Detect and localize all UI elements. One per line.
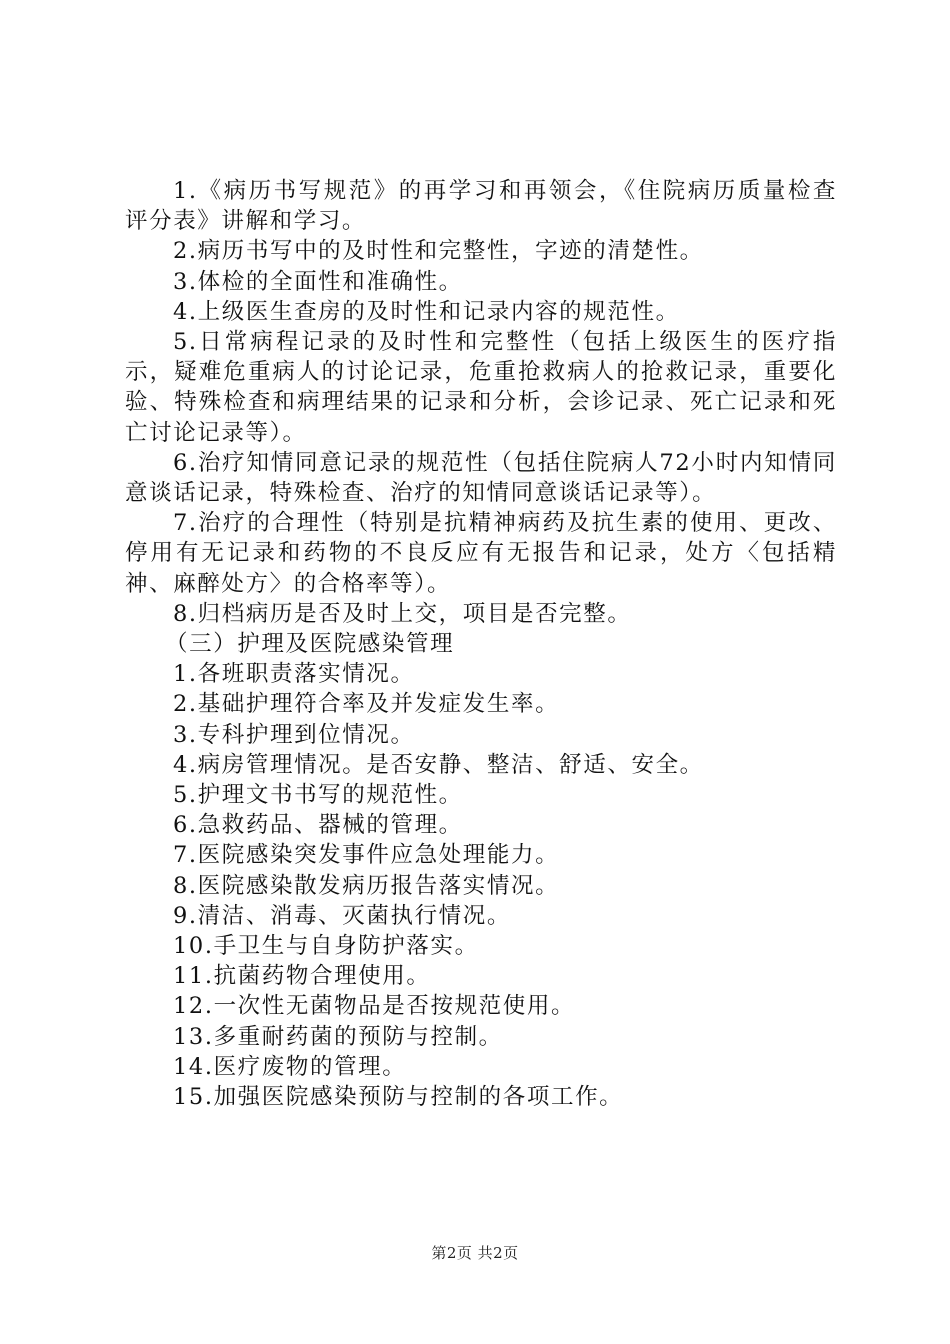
paragraph: 13.多重耐药菌的预防与控制。 <box>173 1023 503 1050</box>
paragraph: 4.上级医生查房的及时性和记录内容的规范性。 <box>173 298 680 325</box>
paragraph: 1.《病历书写规范》的再学习和再领会，《住院病历质量检查评分表》讲解和学习。 <box>125 178 837 235</box>
paragraph: 7.治疗的合理性（特别是抗精神病药及抗生素的使用、更改、停用有无记录和药物的不良反应有无报告和记录，处方〈包括精神、麻醉处方〉的合格率等）。 <box>125 510 837 597</box>
paragraph: 3.专科护理到位情况。 <box>173 721 415 748</box>
section-heading: （三）护理及医院感染管理 <box>165 631 455 658</box>
paragraph: 10.手卫生与自身防护落实。 <box>173 933 479 960</box>
paragraph: 9.清洁、消毒、灭菌执行情况。 <box>173 902 511 929</box>
paragraph: 6.急救药品、器械的管理。 <box>173 812 463 839</box>
paragraph: 7.医院感染突发事件应急处理能力。 <box>173 842 560 869</box>
paragraph: 2.病历书写中的及时性和完整性，字迹的清楚性。 <box>173 238 704 265</box>
paragraph: 14.医疗废物的管理。 <box>173 1053 407 1080</box>
paragraph: 15.加强医院感染预防与控制的各项工作。 <box>173 1084 624 1111</box>
paragraph: 6.治疗知情同意记录的规范性（包括住院病人72小时内知情同意谈话记录，特殊检查、治疗的知情同意谈话记录等）。 <box>125 449 837 507</box>
paragraph: 2.基础护理符合率及并发症发生率。 <box>173 691 560 718</box>
paragraph: 4.病房管理情况。是否安静、整洁、舒适、安全。 <box>173 751 704 778</box>
paragraph: 8.医院感染散发病历报告落实情况。 <box>173 872 560 899</box>
page-footer: 第2页 共2页 <box>431 1244 519 1262</box>
paragraph: 3.体检的全面性和准确性。 <box>173 268 463 295</box>
paragraph: 5.日常病程记录的及时性和完整性（包括上级医生的医疗指示，疑难危重病人的讨论记录，危重抢救病人的抢救记录，重要化验、特殊检查和病理结果的记录和分析，会诊记录、死亡记录和死亡讨论记录等）。 <box>125 329 837 446</box>
paragraph: 8.归档病历是否及时上交，项目是否完整。 <box>173 600 632 627</box>
paragraph: 11.抗菌药物合理使用。 <box>173 963 431 990</box>
document-body <box>125 176 837 1112</box>
paragraph: 1.各班职责落实情况。 <box>173 661 415 688</box>
paragraph: 12.一次性无菌物品是否按规范使用。 <box>173 993 576 1020</box>
paragraph: 5.护理文书书写的规范性。 <box>173 782 463 809</box>
